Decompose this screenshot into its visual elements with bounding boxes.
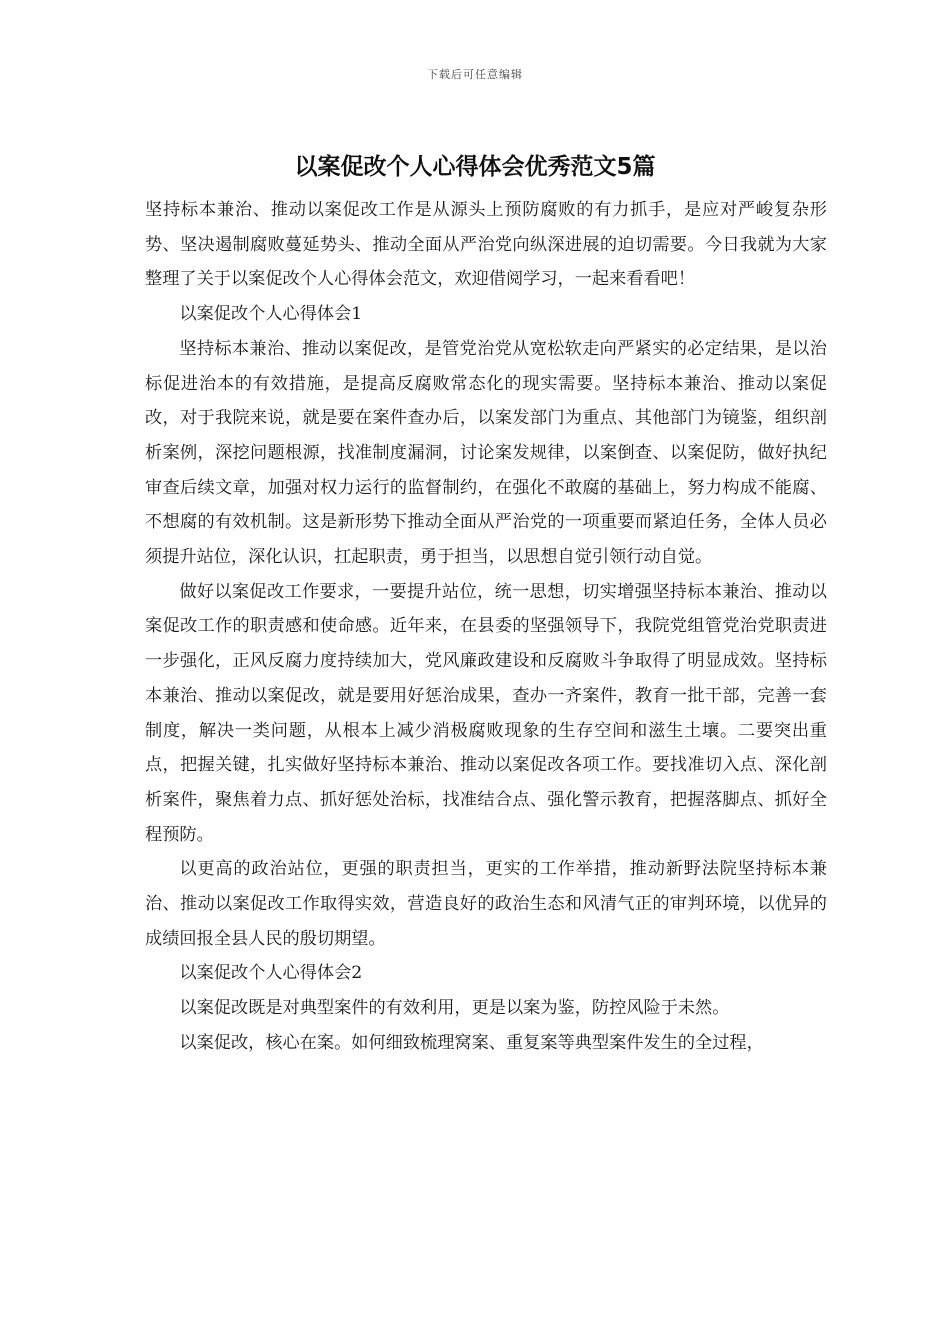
paragraph: 以案促改既是对典型案件的有效利用，更是以案为鉴，防控风险于未然。	[179, 998, 730, 1019]
section-heading-1: 以案促改个人心得体会1	[179, 304, 363, 325]
document-body	[145, 193, 827, 1061]
paragraph: 以案促改，核心在案。如何细致梳理窝案、重复案等典型案件发生的全过程，	[179, 1032, 764, 1053]
header-note: 下载后可任意编辑	[427, 68, 523, 81]
paragraph: 坚持标本兼治、推动以案促改，是管党治党从宽松软走向严紧实的必定结果，是以治标促进治本的有效措施，是提高反腐败常态化的现实需要。坚持标本兼治、推动以案促改，对于我院来说，就是要在案件查办后，以案发部门为重点、其他部门为镜鉴，组织剖析案例，深挖问题根源，找准制度漏洞，讨论案发规律，以案倒查、以案促防，做好执纪审查后续文章，加强对权力运行的监督制约，在强化不敢腐的基础上，努力构成不能腐、不想腐的有效机制。这是新形势下推动全面从严治党的一项重要而紧迫任务，全体人员必须提升站位，深化认识，扛起职责，勇于担当，以思想自觉引领行动自觉。	[145, 338, 827, 568]
section-heading-2: 以案促改个人心得体会2	[179, 963, 363, 984]
paragraph: 以更高的政治站位，更强的职责担当，更实的工作举措，推动新野法院坚持标本兼治、推动以案促改工作取得实效，营造良好的政治生态和风清气正的审判环境，以优异的成绩回报全县人民的殷切期望。	[145, 859, 827, 949]
document-title: 以案促改个人心得体会优秀范文5篇	[294, 154, 656, 180]
paragraph-intro: 坚持标本兼治、推动以案促改工作是从源头上预防腐败的有力抓手，是应对严峻复杂形势、坚决遏制腐败蔓延势头、推动全面从严治党向纵深进展的迫切需要。今日我就为大家整理了关于以案促改个人心得体会范文，欢迎借阅学习，一起来看看吧！	[145, 200, 827, 290]
paragraph: 做好以案促改工作要求，一要提升站位，统一思想，切实增强坚持标本兼治、推动以案促改工作的职责感和使命感。近年来，在县委的坚强领导下，我院党组管党治党职责进一步强化，正风反腐力度持续加大，党风廉政建设和反腐败斗争取得了明显成效。坚持标本兼治、推动以案促改，就是要用好惩治成果，查办一齐案件，教育一批干部，完善一套制度，解决一类问题，从根本上减少消极腐败现象的生存空间和滋生土壤。二要突出重点，把握关键，扎实做好坚持标本兼治、推动以案促改各项工作。要找准切入点、深化剖析案件，聚焦着力点、抓好惩处治标，找准结合点、强化警示教育，把握落脚点、抓好全程预防。	[145, 581, 827, 845]
